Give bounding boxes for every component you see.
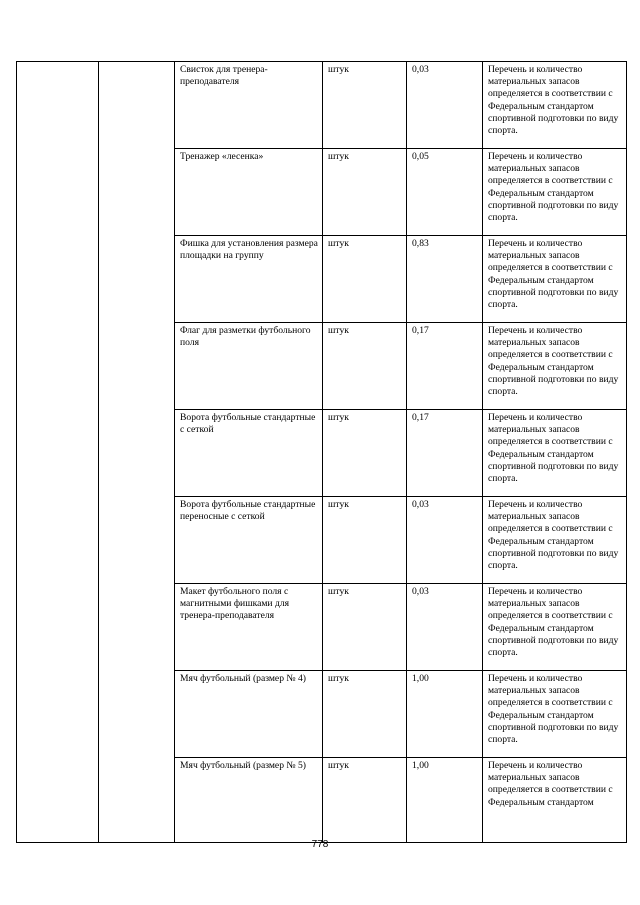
note-cell: Перечень и количество материальных запасов определяется в соответствии с Федеральным стандартом спортивной подготовки по виду спорта.	[483, 236, 627, 323]
note-cell: Перечень и количество материальных запасов определяется в соответствии с Федеральным стандартом спортивной подготовки по виду спорта.	[483, 410, 627, 497]
item-name-cell: Тренажер «лесенка»	[175, 149, 323, 236]
quantity-cell: 0,03	[407, 62, 483, 149]
quantity-cell: 0,17	[407, 410, 483, 497]
note-cell: Перечень и количество материальных запасов определяется в соответствии с Федеральным стандартом спортивной подготовки по виду спорта.	[483, 149, 627, 236]
merged-cell-col2	[99, 62, 175, 843]
unit-cell: штук	[323, 149, 407, 236]
table-row	[17, 62, 627, 149]
unit-cell: штук	[323, 671, 407, 758]
unit-cell: штук	[323, 236, 407, 323]
note-cell: Перечень и количество материальных запасов определяется в соответствии с Федеральным стандартом	[483, 758, 627, 843]
note-cell: Перечень и количество материальных запасов определяется в соответствии с Федеральным стандартом спортивной подготовки по виду спорта.	[483, 323, 627, 410]
unit-cell: штук	[323, 62, 407, 149]
quantity-cell: 0,17	[407, 323, 483, 410]
quantity-cell: 0,83	[407, 236, 483, 323]
inventory-table	[16, 61, 627, 843]
item-name-cell: Фишка для установления размера площадки на группу	[175, 236, 323, 323]
item-name-cell: Макет футбольного поля с магнитными фишками для тренера-преподавателя	[175, 584, 323, 671]
unit-cell: штук	[323, 758, 407, 843]
quantity-cell: 1,00	[407, 671, 483, 758]
item-name-cell: Мяч футбольный (размер № 5)	[175, 758, 323, 843]
unit-cell: штук	[323, 584, 407, 671]
quantity-cell: 0,03	[407, 497, 483, 584]
note-cell: Перечень и количество материальных запасов определяется в соответствии с Федеральным стандартом спортивной подготовки по виду спорта.	[483, 584, 627, 671]
quantity-cell: 0,05	[407, 149, 483, 236]
merged-cell-col1	[17, 62, 99, 843]
item-name-cell: Ворота футбольные стандартные переносные с сеткой	[175, 497, 323, 584]
quantity-cell: 0,03	[407, 584, 483, 671]
item-name-cell: Мяч футбольный (размер № 4)	[175, 671, 323, 758]
quantity-cell: 1,00	[407, 758, 483, 843]
item-name-cell: Флаг для разметки футбольного поля	[175, 323, 323, 410]
item-name-cell: Ворота футбольные стандартные с сеткой	[175, 410, 323, 497]
note-cell: Перечень и количество материальных запасов определяется в соответствии с Федеральным стандартом спортивной подготовки по виду спорта.	[483, 62, 627, 149]
note-cell: Перечень и количество материальных запасов определяется в соответствии с Федеральным стандартом спортивной подготовки по виду спорта.	[483, 671, 627, 758]
inventory-table-body	[17, 62, 627, 843]
unit-cell: штук	[323, 410, 407, 497]
item-name-cell: Свисток для тренера-преподавателя	[175, 62, 323, 149]
note-cell: Перечень и количество материальных запасов определяется в соответствии с Федеральным стандартом спортивной подготовки по виду спорта.	[483, 497, 627, 584]
unit-cell: штук	[323, 323, 407, 410]
unit-cell: штук	[323, 497, 407, 584]
page-number: 778	[311, 839, 329, 850]
